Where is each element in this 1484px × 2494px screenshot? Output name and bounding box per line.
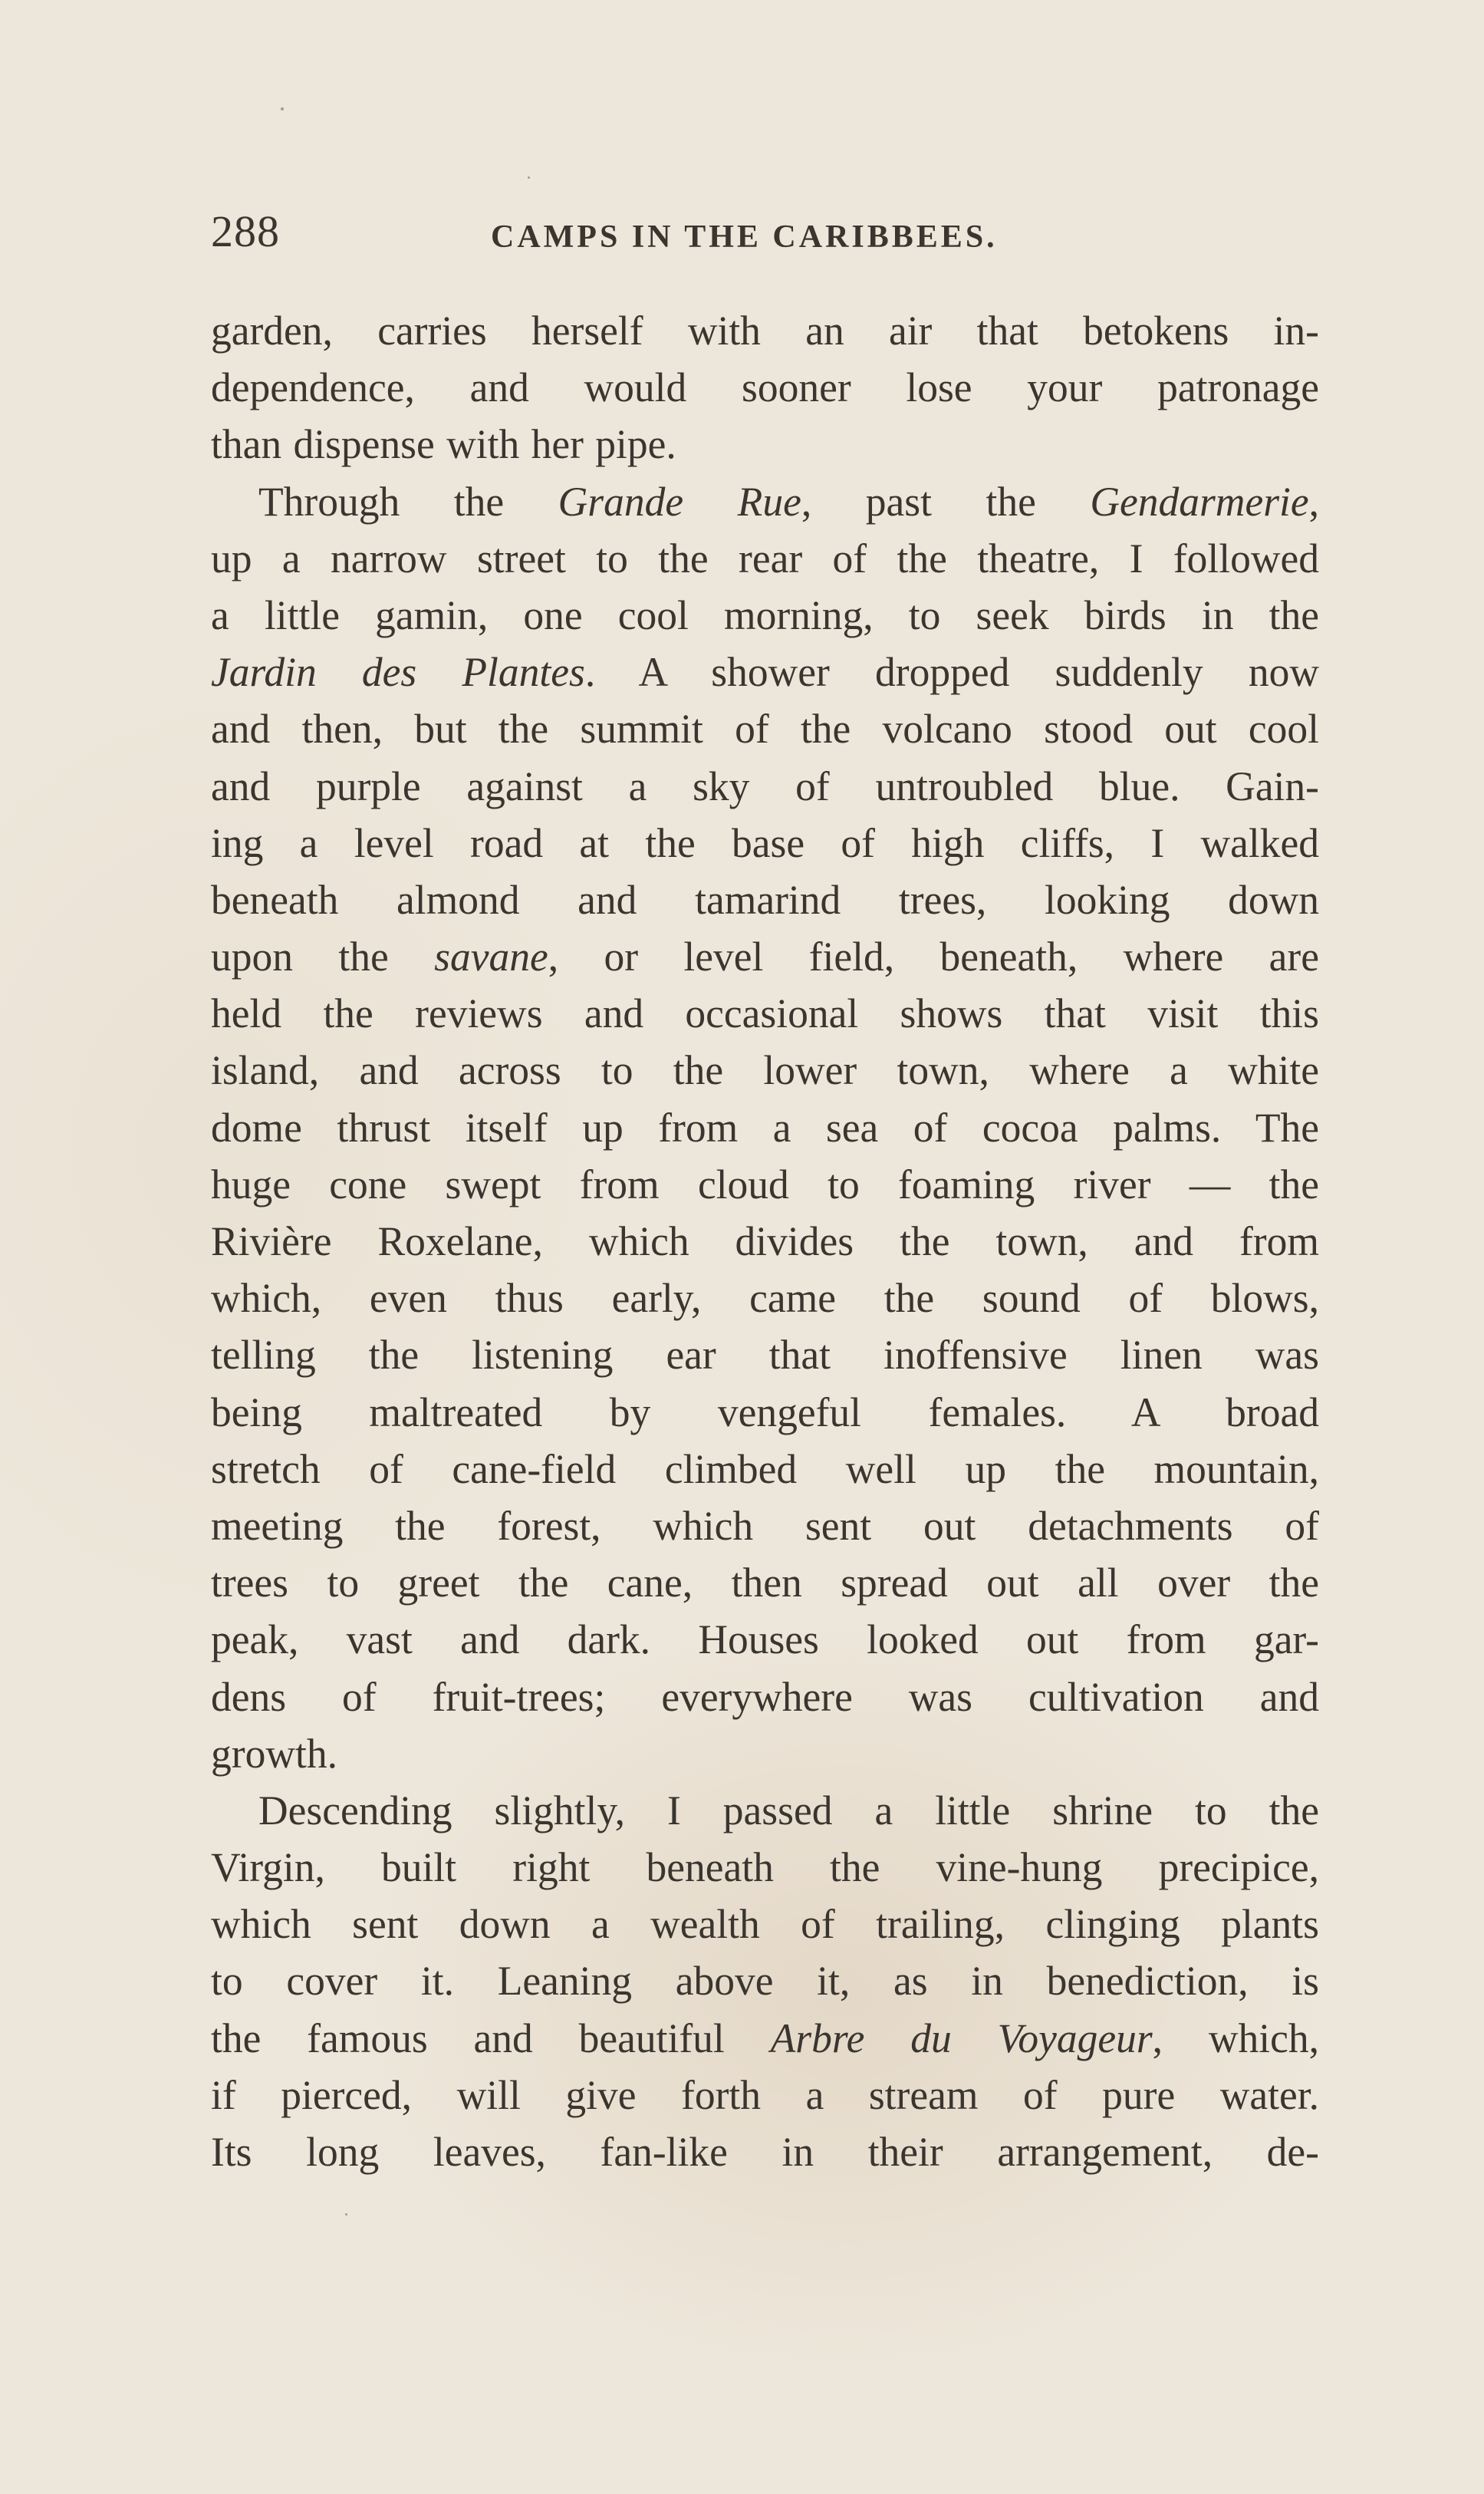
text-line: [211, 1611, 1319, 1668]
text-segment: peak, vast and dark. Houses looked out from gar-: [211, 1616, 1319, 1663]
text-segment: which, even thus early, came the sound of blows,: [211, 1275, 1319, 1322]
text-line: [211, 644, 1319, 700]
text-line: [211, 587, 1319, 644]
text-segment: growth.: [211, 1730, 337, 1777]
text-segment: . A shower dropped suddenly now: [584, 649, 1319, 696]
text-segment: Descending slightly, I passed a little shrine to the: [258, 1787, 1319, 1833]
text-line: [211, 815, 1319, 871]
text-segment: and then, but the summit of the volcano stood out cool: [211, 706, 1319, 753]
text-segment: the famous and beautiful: [211, 2015, 771, 2061]
text-line: [211, 1042, 1319, 1099]
text-segment: , or level field, beneath, where are: [548, 934, 1319, 980]
text-line: [211, 1725, 1319, 1782]
italic-term: Jardin des Plantes: [211, 649, 585, 696]
body-text: [211, 302, 1319, 2180]
page-header: [211, 201, 1319, 262]
text-segment: Rivière Roxelane, which divides the town, and from: [211, 1218, 1319, 1264]
text-line: [211, 700, 1319, 757]
text-line: [211, 1896, 1319, 1952]
text-segment: if pierced, will give forth a stream of pure water.: [211, 2071, 1319, 2118]
italic-term: Gendarmerie: [1090, 478, 1309, 525]
text-line: [211, 1384, 1319, 1441]
text-line: [211, 2067, 1319, 2123]
text-line: [211, 928, 1319, 985]
text-line: [211, 530, 1319, 587]
text-line: [211, 985, 1319, 1042]
text-segment: , which,: [1152, 2015, 1319, 2061]
text-line: [211, 473, 1319, 530]
text-segment: trees to greet the cane, then spread out all over the: [211, 1560, 1319, 1606]
text-segment: meeting the forest, which sent out detachments of: [211, 1502, 1319, 1549]
text-line: [211, 302, 1319, 359]
italic-term: Arbre du Voyageur: [770, 2015, 1153, 2061]
text-line: [211, 1270, 1319, 1326]
text-line: [211, 359, 1319, 416]
text-segment: island, and across to the lower town, where a white: [211, 1047, 1319, 1094]
text-segment: Its long leaves, fan-like in their arrangement, de-: [211, 2129, 1319, 2175]
text-segment: garden, carries herself with an air that betokens in-: [211, 308, 1319, 354]
text-segment: upon the: [211, 934, 435, 980]
italic-term: Grande Rue: [558, 478, 801, 525]
paper-speck: [281, 107, 284, 110]
text-segment: telling the listening ear that inoffensive linen was: [211, 1332, 1319, 1379]
text-segment: being maltreated by vengeful females. A broad: [211, 1389, 1319, 1435]
text-segment: which sent down a wealth of trailing, clinging plants: [211, 1901, 1319, 1948]
text-segment: up a narrow street to the rear of the theatre, I followed: [211, 535, 1319, 581]
text-line: [211, 758, 1319, 815]
text-segment: a little gamin, one cool morning, to seek birds in the: [211, 591, 1319, 638]
text-segment: beneath almond and tamarind trees, looking down: [211, 876, 1319, 923]
text-segment: stretch of cane-field climbed well up the mountain,: [211, 1445, 1319, 1492]
text-segment: and purple against a sky of untroubled blue. Gain-: [211, 763, 1319, 809]
text-segment: than dispense with her pipe.: [211, 421, 676, 468]
text-segment: Virgin, built right beneath the vine-hung precipice,: [211, 1844, 1319, 1891]
text-line: [211, 1952, 1319, 2009]
text-segment: ,: [1308, 478, 1319, 525]
text-line: [211, 1497, 1319, 1554]
text-line: [211, 2010, 1319, 2067]
paper-speck: [528, 176, 530, 179]
italic-term: savane: [434, 934, 548, 980]
text-segment: dependence, and would sooner lose your patronage: [211, 364, 1319, 411]
text-segment: Through the: [258, 478, 558, 525]
text-line: [211, 1441, 1319, 1497]
text-segment: huge cone swept from cloud to foaming river — the: [211, 1161, 1319, 1207]
text-segment: held the reviews and occasional shows that visit this: [211, 990, 1319, 1037]
text-segment: ing a level road at the base of high cliffs, I walked: [211, 819, 1319, 866]
text-line: [211, 1099, 1319, 1156]
text-line: [211, 1156, 1319, 1213]
paper-speck: [345, 2213, 347, 2216]
text-line: [211, 1839, 1319, 1896]
text-segment: , past the: [801, 478, 1091, 525]
running-head: CAMPS IN THE CARIBBEES.: [491, 219, 998, 255]
text-line: [211, 1326, 1319, 1383]
text-line: [211, 2123, 1319, 2180]
text-line: [211, 416, 1319, 473]
text-line: [211, 1213, 1319, 1270]
text-line: [211, 871, 1319, 928]
text-line: [211, 1782, 1319, 1839]
page-number: 288: [211, 206, 280, 256]
text-segment: dome thrust itself up from a sea of cocoa palms. The: [211, 1104, 1319, 1151]
text-segment: to cover it. Leaning above it, as in benediction, is: [211, 1958, 1319, 2005]
text-line: [211, 1554, 1319, 1611]
text-line: [211, 1669, 1319, 1725]
text-segment: dens of fruit-trees; everywhere was cultivation and: [211, 1673, 1319, 1720]
